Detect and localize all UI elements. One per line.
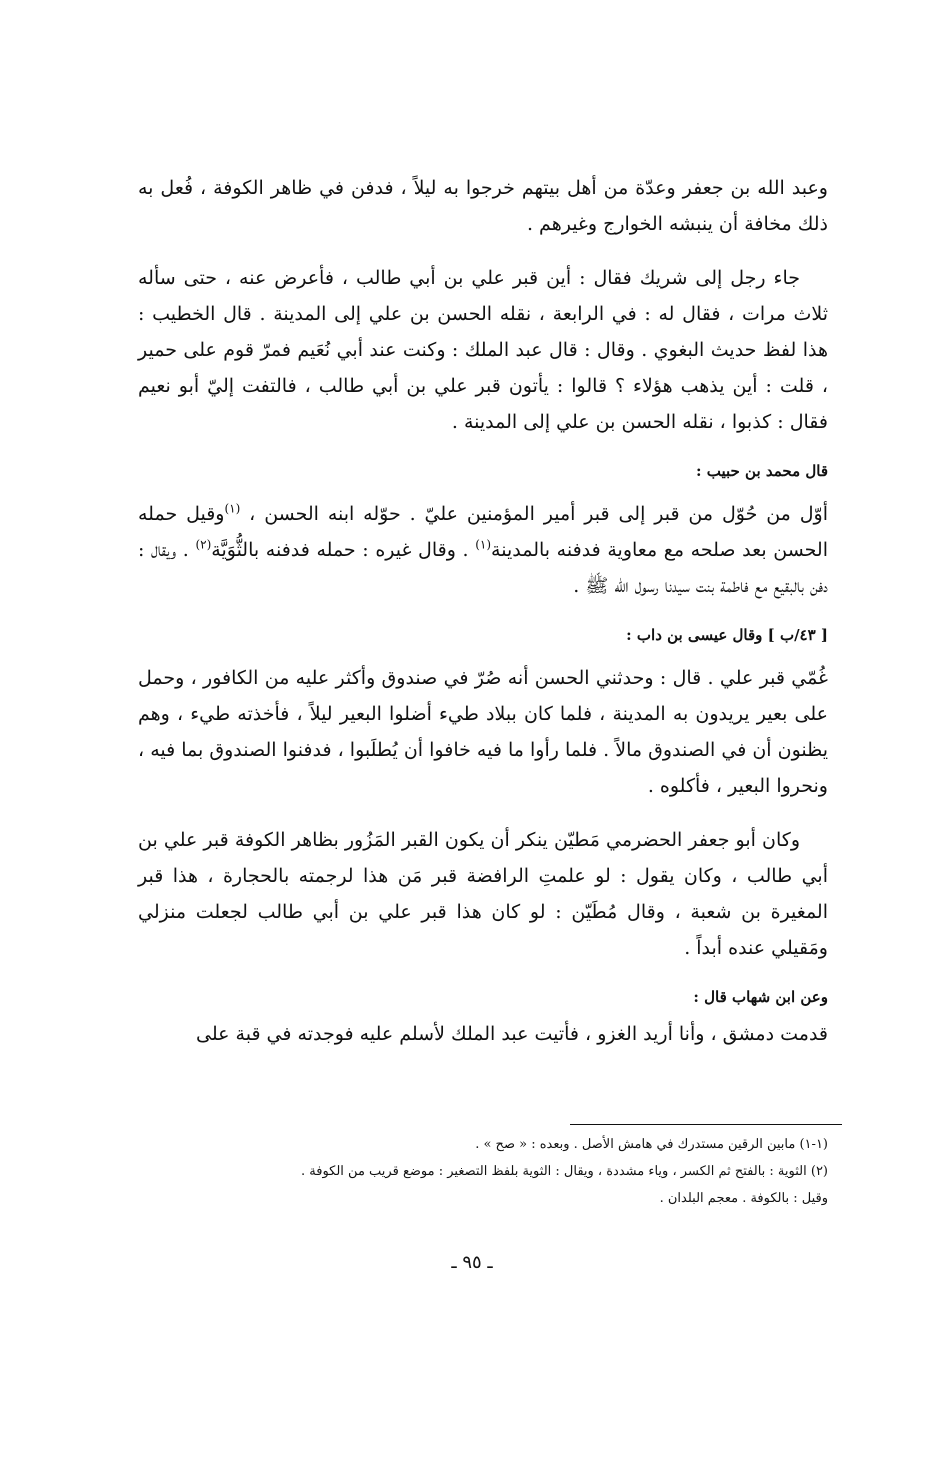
paragraph-4: غُمّي قبر علي . قال : وحدثني الحسن أنه صُرّ في صندوق وأكثر عليه من الكافور ، وحمل على بعير يريدون به المدينة ، فلما كان ببلاد طيء أضلوا البعير ليلاً ، فأخذته طيء ، وهم يظنون أن في الصندوق مالاً . فلما رأوا ما فيه خافوا أن يُطلَبوا ، فدفنوا الصندوق بما فيه ، ونحروا البعير ، فأكلوه .: [138, 667, 828, 797]
paragraph-3-part-b: وقيل حمله الحسن بعد صلحه مع معاوية فدفنه بالمدينة: [138, 503, 828, 561]
paragraph-2: جاء رجل إلى شريك فقال : أين قبر علي بن أبي طالب ، فأعرض عنه ، حتى سأله ثلاث مرات ، فقال له : في الرابعة ، نقله الحسن بن علي إلى المدينة . قال الخطيب : هذا لفظ حديث البغوي . وقال : قال عبد الملك : وكنت عند أبي نُعَيم فمرّ قوم على حمير ، قلت : أين يذهب هؤلاء ؟ قالوا : يأتون قبر علي بن أبي طالب ، فالتفت إليّ أبو نعيم فقال : كذبوا ، نقله الحسن بن علي إلى المدينة .: [138, 267, 828, 433]
footnote-separator: [570, 1124, 842, 1125]
main-text: [138, 170, 828, 1070]
paragraph-3-part-a: أوّل من حُوّل من قبر إلى قبر أمير المؤمنين عليّ . حوّله ابنه الحسن ،: [240, 503, 828, 525]
footnote-2-continued: وقيل : بالكوفة . معجم البلدان .: [659, 1191, 828, 1206]
footnote-ref-1: (١): [224, 501, 241, 516]
paragraph-3: [138, 496, 828, 604]
section-heading-muhammad-ibn-habib: قال محمد بن حبيب :: [696, 462, 828, 480]
footnote-ref-1-end: (١): [475, 537, 492, 552]
footnote-ref-2: (٢): [195, 537, 212, 552]
section-heading-isa-ibn-dab: [ ٤٣/ب ] وقال عيسى بن داب :: [626, 626, 828, 644]
paragraph-3-part-c: . وقال غيره : حمله فدفنه بالثُّوَيَّة: [211, 539, 476, 561]
paragraph-1: وعبد الله بن جعفر وعدّة من أهل بيتهم خرجوا به ليلاً ، فدفن في ظاهر الكوفة ، فُعل به ذلك مخافة أن ينبشه الخوارج وغيرهم .: [138, 177, 828, 235]
paragraph-6: قدمت دمشق ، وأنا أريد الغزو ، فأتيت عبد الملك لأسلم عليه فوجدته في قبة على: [196, 1023, 828, 1045]
page-number: ـ ٩٥ ـ: [451, 1252, 493, 1273]
paragraph-3-part-d: . ويقال : دفن بالبقيع مع فاطمة بنت سيدنا رسول الله ﷺ .: [138, 539, 828, 597]
footnote-1: (١-١) مابين الرقين مستدرك في هامش الأصل . وبعده : « صح » .: [475, 1137, 828, 1152]
section-heading-ibn-shihab: وعن ابن شهاب قال :: [693, 988, 828, 1006]
paragraph-5: وكان أبو جعفر الحضرمي مَطيّن ينكر أن يكون القبر المَزُور بظاهر الكوفة قبر علي بن أبي طالب ، وكان يقول : لو علمتِ الرافضة قبر مَن هذا لرجمته بالحجارة ، هذا قبر المغيرة بن شعبة ، وقال مُطَيّن : لو كان هذا قبر علي بن أبي طالب لجعلت منزلي ومَقيلي عنده أبداً .: [138, 829, 828, 959]
footnotes: [138, 1131, 828, 1212]
footnote-2: (٢) الثوية : بالفتح ثم الكسر ، وياء مشددة ، ويقال : الثوية بلفظ التصغير : موضع قريب من الكوفة .: [301, 1164, 828, 1179]
